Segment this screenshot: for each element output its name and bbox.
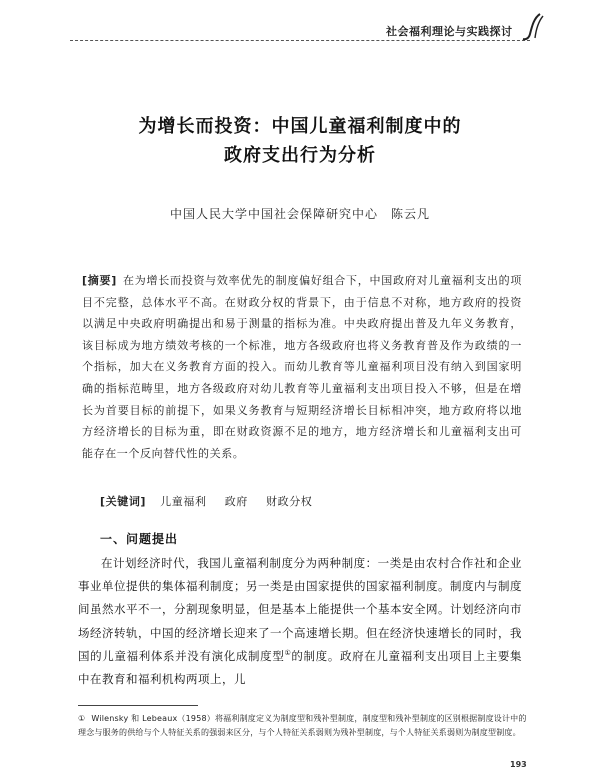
abstract	[82, 270, 522, 464]
abstract-label: [摘要]	[82, 274, 117, 287]
journal-logo-mark	[520, 12, 548, 42]
footnote-rule	[78, 705, 198, 706]
section-heading: 一、问题提出	[100, 532, 179, 546]
abstract-text: 在为增长而投资与效率优先的制度偏好组合下，中国政府对儿童福利支出的项目不完整，总体水平不高。在财政分权的背景下，由于信息不对称，地方政府的投资以满足中央政府明确提出和易于测量的指标为准。中央政府提出普及九年义务教育，该目标成为地方绩效考核的一个标准，地方各级政府也将义务教育普及作为政绩的一个指标，加大在义务教育方面的投入。而幼儿教育等儿童福利项目没有纳入到国家明确的指标范畴里，地方各级政府对幼儿教育等儿童福利支出项目投入不够，但是在增长为首要目标的前提下，如果义务教育与短期经济增长目标相冲突，地方政府将以地方经济增长的目标为重，即在财政资源不足的地方，地方经济增长和儿童福利支出可能存在一个反向替代性的关系。	[82, 274, 522, 460]
body-paragraph	[78, 552, 522, 691]
header-rule	[70, 40, 530, 41]
keyword-item: 财政分权	[266, 495, 313, 508]
author-affiliation: 中国人民大学中国社会保障研究中心 陈云凡	[169, 207, 430, 221]
keyword-item: 儿童福利	[160, 495, 207, 508]
page-number: 193	[510, 760, 527, 769]
title-line-2: 政府支出行为分析	[224, 145, 376, 166]
title-line-1: 为增长而投资：中国儿童福利制度中的	[138, 116, 462, 137]
paragraph-text-cont: 的制度。政府在儿童福利支出项目上主要集中在教育和福利机构两项上，儿	[78, 648, 522, 687]
article-title	[60, 112, 540, 170]
keywords-label: [关键词]	[100, 495, 147, 508]
keywords	[100, 493, 520, 509]
footnote	[78, 712, 528, 739]
paragraph-text: 在计划经济时代，我国儿童福利制度分为两种制度：一类是由农村合作社和企业事业单位提供的集体福利制度；另一类是由国家提供的国家福利制度。制度内与制度间虽然水平不一，分割现象明显，但是基本上能提供一个基本安全网。计划经济向市场经济转轨，中国的经济增长迎来了一个高速增长期。但在经济快速增长的同时，我国的儿童福利体系并没有演化成制度型	[78, 556, 522, 663]
body-text	[78, 552, 522, 691]
keyword-item: 政府	[224, 495, 248, 508]
footnote-reference: ①	[284, 648, 292, 657]
running-header-title: 社会福利理论与实践探讨	[386, 25, 513, 38]
footnote-number: ①	[78, 714, 86, 723]
footnote-text: Wilensky 和 Lebeaux（1958）将福利制度定义为制度型和残补型制度，制度型和残补型制度的区别根据制度设计中的理念与服务的供给与个人特征关系的强弱来区分，与个人特征关系弱则为残补型制度，与个人特征关系弱则为制度型制度。	[78, 714, 527, 737]
